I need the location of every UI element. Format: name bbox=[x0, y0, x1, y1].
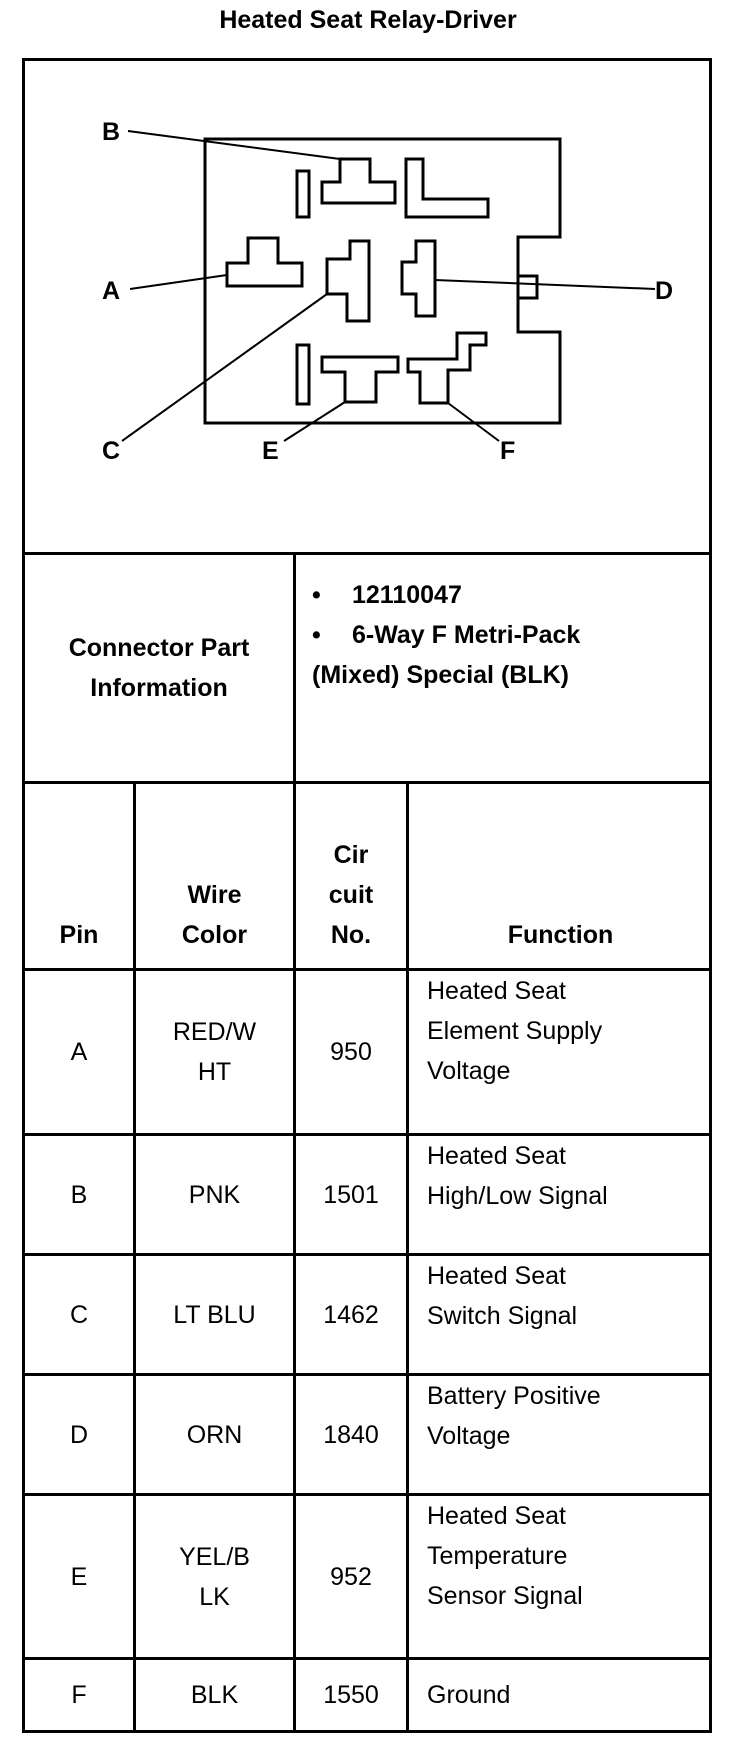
row-f-circuit: 1550 bbox=[323, 1681, 379, 1709]
row-e-pin: E bbox=[70, 1562, 88, 1591]
header-circuit-line3: No. bbox=[330, 921, 372, 949]
row-d-function-line1: Battery Positive bbox=[427, 1382, 601, 1410]
row-a-function bbox=[409, 971, 712, 1133]
pin-label-d: D bbox=[655, 277, 674, 305]
row-f-pin: F bbox=[71, 1681, 87, 1709]
bullet: • bbox=[312, 621, 321, 649]
row-b-function-line1: Heated Seat bbox=[427, 1142, 566, 1170]
part-number: 12110047 bbox=[352, 581, 462, 609]
header-circuit-no bbox=[296, 835, 406, 955]
connector-part-info-label bbox=[25, 555, 293, 781]
row-e-function-line1: Heated Seat bbox=[427, 1502, 566, 1530]
row-b-pin: B bbox=[70, 1180, 88, 1209]
row-e-function-line3: Sensor Signal bbox=[427, 1582, 583, 1610]
pin-label-e: E bbox=[262, 437, 279, 465]
row-a-color-line2: HT bbox=[197, 1058, 232, 1086]
row-c-color: LT BLU bbox=[173, 1300, 256, 1329]
divider bbox=[293, 552, 296, 782]
row-a-function-line3: Voltage bbox=[427, 1057, 511, 1085]
bullet: • bbox=[312, 581, 321, 609]
row-e-color-line2: LK bbox=[199, 1582, 230, 1611]
row-a-color bbox=[136, 971, 293, 1133]
page-title: Heated Seat Relay-Driver bbox=[219, 6, 517, 34]
row-c-function-line2: Switch Signal bbox=[427, 1302, 578, 1330]
header-function: Function bbox=[507, 921, 614, 949]
connector-label-line1: Connector Part bbox=[68, 634, 250, 662]
row-d-pin: D bbox=[69, 1420, 89, 1449]
row-e-color-line1: YEL/B bbox=[179, 1542, 250, 1571]
row-a-circuit: 950 bbox=[330, 1038, 372, 1066]
row-b-function-line2: High/Low Signal bbox=[427, 1182, 608, 1210]
header-wire-color-line2: Color bbox=[181, 921, 248, 949]
row-d-function-line2: Voltage bbox=[427, 1422, 511, 1450]
row-e-function bbox=[409, 1496, 712, 1657]
pin-label-a: A bbox=[102, 277, 121, 305]
row-b-circuit: 1501 bbox=[323, 1180, 379, 1209]
row-f-color: BLK bbox=[190, 1681, 239, 1709]
row-d-function bbox=[409, 1376, 712, 1493]
divider bbox=[22, 781, 712, 784]
connector-part-info-value bbox=[312, 575, 580, 655]
pin-label-b: B bbox=[102, 118, 121, 146]
row-a-function-line1: Heated Seat bbox=[427, 977, 566, 1005]
row-a-pin: A bbox=[70, 1038, 88, 1066]
row-b-color: PNK bbox=[188, 1180, 241, 1209]
pin-label-f: F bbox=[500, 437, 516, 465]
header-wire-color bbox=[136, 875, 293, 955]
connector-label-line2: Information bbox=[90, 674, 228, 702]
header-circuit-line2: cuit bbox=[328, 881, 374, 909]
row-c-function bbox=[409, 1256, 712, 1373]
row-f-function: Ground bbox=[427, 1681, 511, 1709]
header-wire-color-line1: Wire bbox=[187, 881, 242, 909]
row-d-circuit: 1840 bbox=[323, 1420, 379, 1449]
row-c-pin: C bbox=[69, 1300, 89, 1329]
row-c-circuit: 1462 bbox=[323, 1300, 379, 1329]
row-d-color: ORN bbox=[186, 1420, 243, 1449]
row-e-color bbox=[136, 1496, 293, 1657]
row-b-function bbox=[409, 1136, 712, 1253]
connector-desc-line1: 6-Way F Metri-Pack bbox=[352, 621, 581, 649]
row-e-circuit: 952 bbox=[330, 1562, 372, 1591]
connector-desc-line2: (Mixed) Special (BLK) bbox=[312, 661, 569, 689]
row-e-function-line2: Temperature bbox=[427, 1542, 568, 1570]
row-a-function-line2: Element Supply bbox=[427, 1017, 603, 1045]
header-circuit-line1: Cir bbox=[333, 841, 369, 869]
row-c-function-line1: Heated Seat bbox=[427, 1262, 566, 1290]
pin-label-c: C bbox=[102, 437, 121, 465]
row-a-color-line1: RED/W bbox=[172, 1018, 257, 1046]
header-pin: Pin bbox=[59, 921, 99, 949]
